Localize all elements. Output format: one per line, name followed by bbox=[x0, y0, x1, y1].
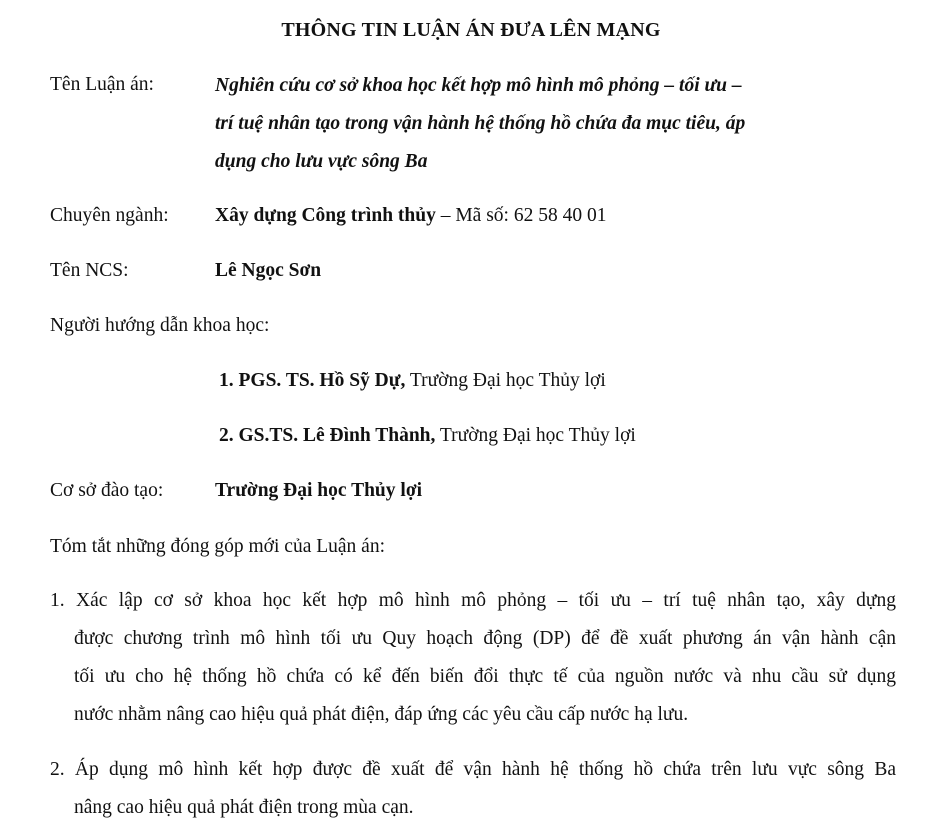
advisor-item bbox=[219, 370, 606, 392]
contribution-line: 1. Xác lập cơ sở khoa học kết hợp mô hình mô phỏng – tối ưu – trí tuệ nhân tạo, xây dựng bbox=[50, 590, 896, 611]
institution-label: Cơ sở đào tạo: bbox=[50, 480, 164, 501]
advisor-affiliation: Trường Đại học Thủy lợi bbox=[435, 425, 636, 446]
thesis-title-line: trí tuệ nhân tạo trong vận hành hệ thống hồ chứa đa mục tiêu, áp bbox=[215, 113, 746, 134]
institution-name: Trường Đại học Thủy lợi bbox=[215, 480, 423, 501]
major-label: Chuyên ngành: bbox=[50, 205, 169, 226]
contribution-line: tối ưu cho hệ thống hồ chứa có kể đến biến đổi thực tế của nguồn nước và nhu cầu sử dụng bbox=[74, 666, 896, 687]
contribution-line: nâng cao hiệu quả phát điện trong mùa cạn. bbox=[74, 797, 414, 818]
thesis-title bbox=[215, 67, 745, 181]
contribution-item bbox=[50, 582, 896, 734]
advisor-name: 2. GS.TS. Lê Đình Thành, bbox=[219, 425, 436, 446]
candidate-name: Lê Ngọc Sơn bbox=[215, 260, 322, 281]
thesis-title-line: Nghiên cứu cơ sở khoa học kết hợp mô hình mô phỏng – tối ưu – bbox=[215, 75, 742, 96]
major-name: Xây dựng Công trình thủy bbox=[215, 205, 436, 226]
contribution-line: nước nhằm nâng cao hiệu quả phát điện, đáp ứng các yêu cầu cấp nước hạ lưu. bbox=[74, 704, 689, 725]
candidate-label: Tên NCS: bbox=[50, 260, 129, 281]
thesis-title-line: dụng cho lưu vực sông Ba bbox=[215, 151, 428, 172]
major-value bbox=[215, 205, 606, 227]
contribution-line: 2. Áp dụng mô hình kết hợp được đề xuất để vận hành hệ thống hồ chứa trên lưu vực sông Ba bbox=[50, 759, 896, 780]
advisor-affiliation: Trường Đại học Thủy lợi bbox=[405, 370, 606, 391]
contribution-item bbox=[50, 751, 896, 827]
document-title: THÔNG TIN LUẬN ÁN ĐƯA LÊN MẠNG bbox=[281, 19, 661, 41]
thesis-label: Tên Luận án: bbox=[50, 74, 154, 95]
major-code: – Mã số: 62 58 40 01 bbox=[435, 205, 607, 226]
advisor-name: 1. PGS. TS. Hồ Sỹ Dự, bbox=[219, 370, 406, 391]
advisor-item bbox=[219, 425, 636, 447]
contribution-line: được chương trình mô hình tối ưu Quy hoạch động (DP) để đề xuất phương án vận hành cận bbox=[74, 628, 896, 649]
advisors-label: Người hướng dẫn khoa học: bbox=[50, 315, 270, 336]
contributions-label: Tóm tắt những đóng góp mới của Luận án: bbox=[50, 536, 385, 557]
